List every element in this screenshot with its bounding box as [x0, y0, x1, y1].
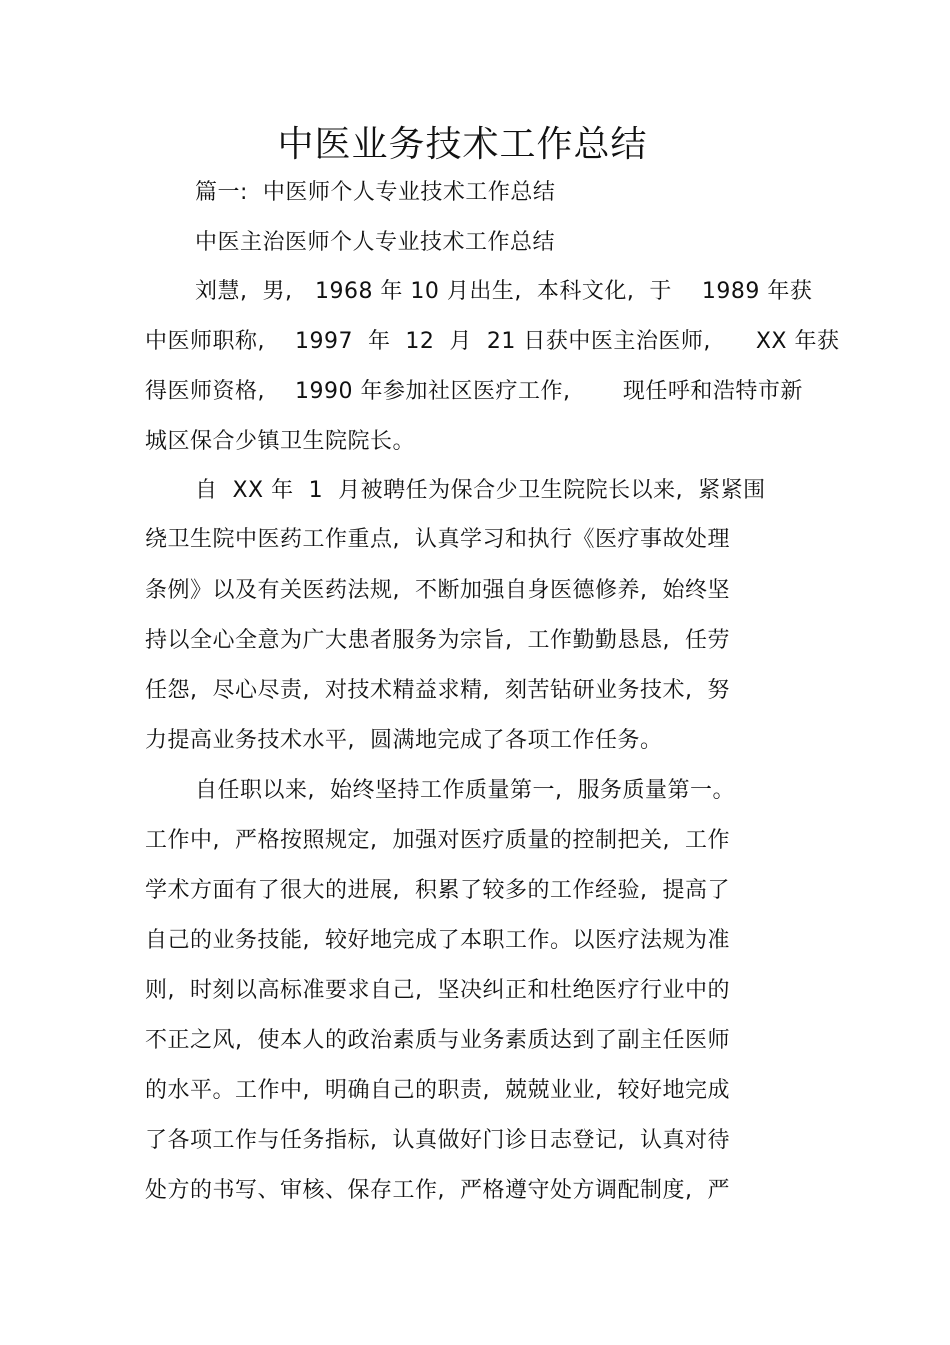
paragraph-line: 条例》以及有关医药法规, 不断加强自身医德修养, 始终坚: [145, 578, 730, 603]
paragraph-line: 任怨, 尽心尽责, 对技术精益求精, 刻苦钻研业务技术, 努: [145, 678, 730, 703]
paragraph-line: 不正之风, 使本人的政治素质与业务素质达到了副主任医师: [145, 1028, 730, 1053]
paragraph-line: 了各项工作与任务指标, 认真做好门诊日志登记, 认真对待: [145, 1128, 730, 1153]
paragraph-line: 自任职以来, 始终坚持工作质量第一, 服务质量第一。: [195, 778, 735, 803]
paragraph-line: 得医师资格, 1990 年参加社区医疗工作, 现任呼和浩特市新: [145, 379, 803, 404]
subheading: 中医主治医师个人专业技术工作总结: [195, 230, 556, 255]
paragraph-line: 城区保合少镇卫生院院长。: [145, 429, 416, 454]
paragraph-line: 自己的业务技能, 较好地完成了本职工作。以医疗法规为准: [145, 928, 730, 953]
paragraph-line: 的水平。工作中, 明确自己的职责, 兢兢业业, 较好地完成: [145, 1078, 730, 1103]
paragraph-line: 绕卫生院中医药工作重点, 认真学习和执行《医疗事故处理: [145, 527, 730, 552]
paragraph-line: 中医师职称, 1997 年 12 月 21 日获中医主治医师, XX 年获: [145, 329, 840, 354]
document-title: 中医业务技术工作总结: [277, 124, 648, 165]
paragraph-line: 工作中, 严格按照规定, 加强对医疗质量的控制把关, 工作: [145, 828, 730, 853]
paragraph-line: 则, 时刻以高标准要求自己, 坚决纠正和杜绝医疗行业中的: [145, 978, 730, 1003]
paragraph-line: 学术方面有了很大的进展, 积累了较多的工作经验, 提高了: [145, 878, 730, 903]
paragraph-line: 力提高业务技术水平, 圆满地完成了各项工作任务。: [145, 728, 663, 753]
paragraph-line: 持以全心全意为广大患者服务为宗旨, 工作勤勤恳恳, 任劳: [145, 628, 730, 653]
paragraph-line: 自 XX 年 1 月被聘任为保合少卫生院院长以来, 紧紧围: [195, 478, 766, 503]
section-heading: 篇一: 中医师个人专业技术工作总结: [195, 180, 556, 205]
paragraph-line: 刘慧, 男, 1968 年 10 月出生, 本科文化, 于 1989 年获: [195, 279, 813, 304]
paragraph-line: 处方的书写、审核、保存工作, 严格遵守处方调配制度, 严: [145, 1178, 730, 1203]
